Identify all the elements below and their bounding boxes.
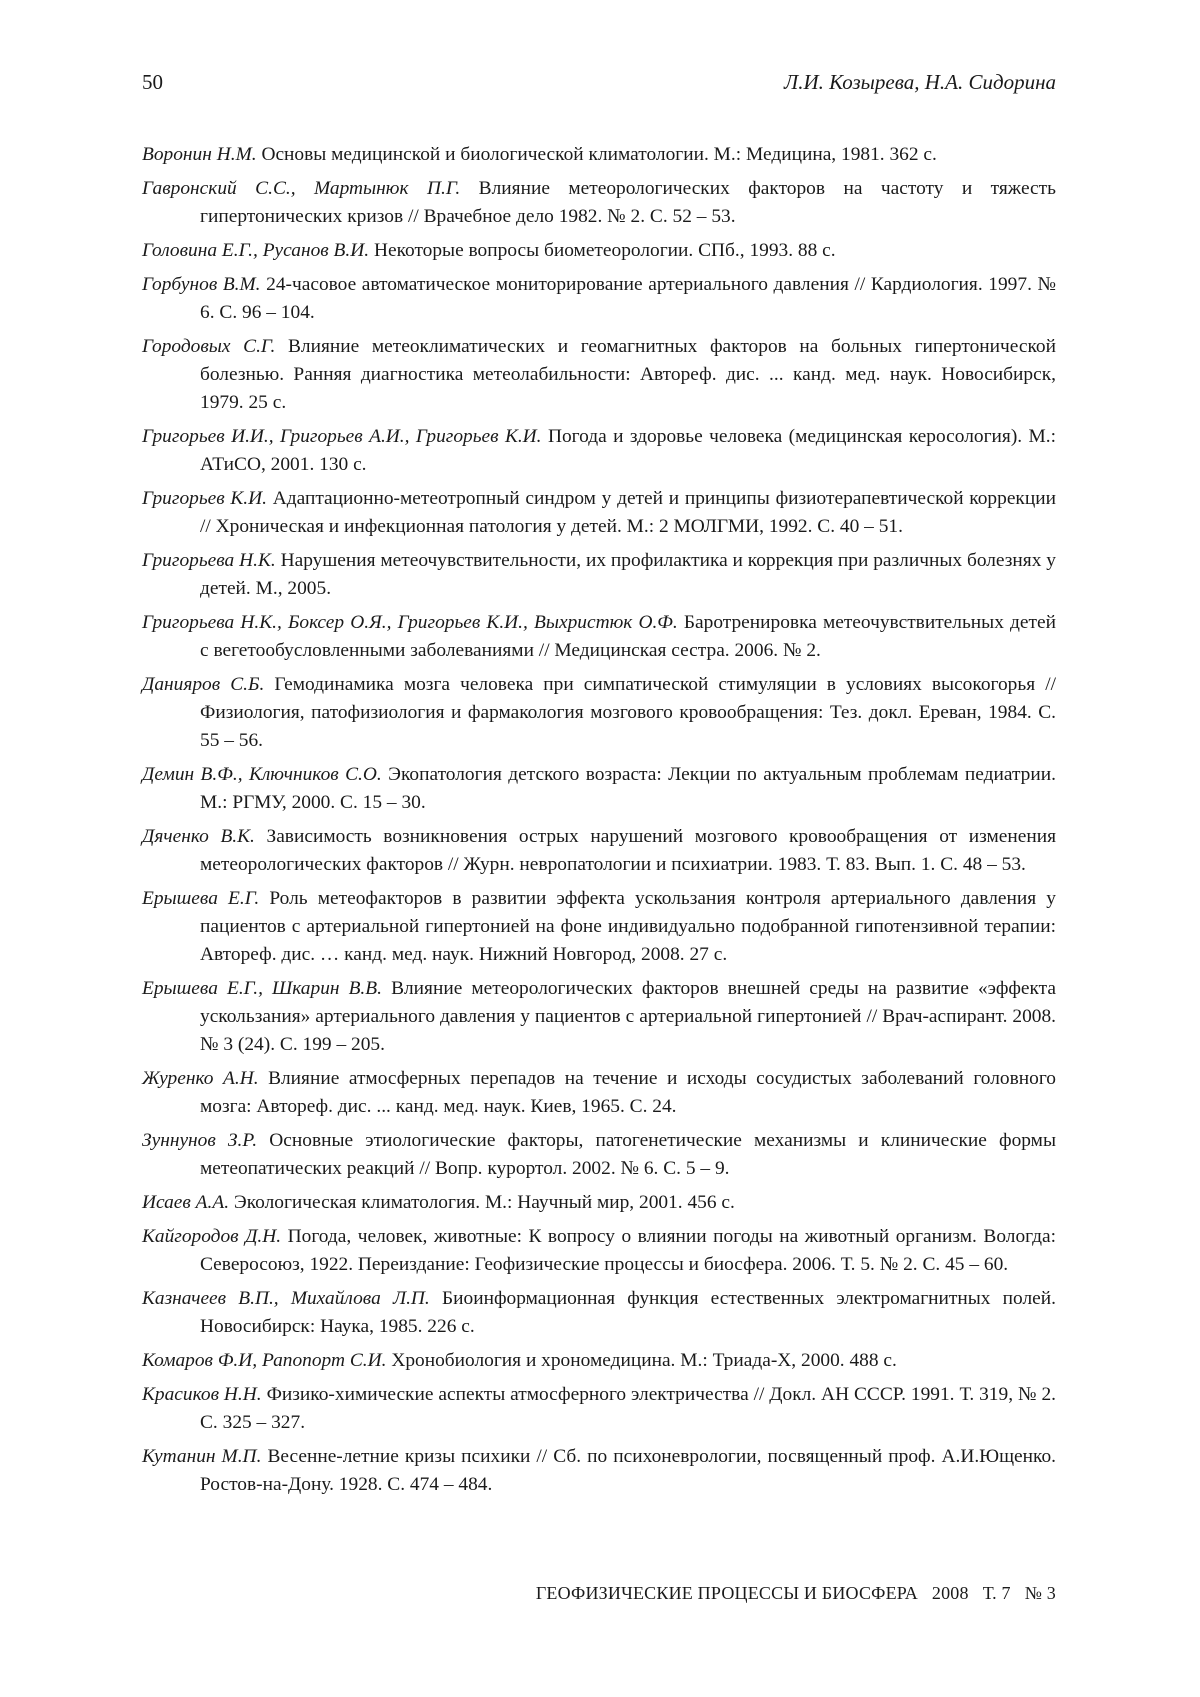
reference-entry	[142, 1285, 1056, 1341]
reference-entry	[142, 671, 1056, 755]
reference-entry	[142, 609, 1056, 665]
reference-text: Влияние метеорологических факторов на частоту и тяжесть гипертонических кризов // Врачебное дело 1982. № 2. С. 52 – 53.	[200, 178, 1056, 227]
reference-entry	[142, 547, 1056, 603]
reference-entry	[142, 1127, 1056, 1183]
footer-year: 2008	[931, 1583, 969, 1603]
reference-text: Зависимость возникновения острых нарушений мозгового кровообращения от изменения метеорологических факторов // Журн. невропатологии и психиатрии. 1983. Т. 83. Вып. 1. С. 48 – 53.	[200, 826, 1057, 875]
reference-text: Адаптационно-метеотропный синдром у детей и принципы физиотерапевтической коррекции // Хроническая и инфекционная патология у детей. М.: 2 МОЛГМИ, 1992. С. 40 – 51.	[200, 488, 1056, 537]
reference-authors: Городовых С.Г.	[142, 336, 276, 357]
reference-authors: Ерышева Е.Г., Шкарин В.В.	[142, 978, 382, 999]
reference-authors: Демин В.Ф., Ключников С.О.	[142, 764, 382, 785]
reference-entry	[142, 1443, 1056, 1499]
reference-authors: Кайгородов Д.Н.	[142, 1226, 282, 1247]
footer-volume: Т. 7	[982, 1583, 1011, 1603]
reference-entry	[142, 237, 1056, 265]
reference-text: 24-часовое автоматическое мониторирование артериального давления // Кардиология. 1997. № 6. С. 96 – 104.	[200, 274, 1056, 323]
reference-authors: Григорьев К.И.	[142, 488, 267, 509]
reference-entry	[142, 271, 1056, 327]
reference-authors: Воронин Н.М.	[142, 144, 257, 165]
reference-text: Хронобиология и хрономедицина. М.: Триада-Х, 2000. 488 с.	[391, 1350, 897, 1371]
reference-authors: Казначеев В.П., Михайлова Л.П.	[142, 1288, 430, 1309]
reference-text: Основные этиологические факторы, патогенетические механизмы и клинические формы метеопатических реакций // Вопр. курортол. 2002. № 6. С. 5 – 9.	[200, 1130, 1056, 1179]
reference-authors: Комаров Ф.И, Рапопорт С.И.	[142, 1350, 387, 1371]
reference-list	[142, 141, 1056, 1505]
reference-authors: Кутанин М.П.	[142, 1446, 262, 1467]
reference-authors: Данияров С.Б.	[142, 674, 265, 695]
reference-authors: Дяченко В.К.	[142, 826, 255, 847]
reference-authors: Григорьев И.И., Григорьев А.И., Григорьев К.И.	[142, 426, 542, 447]
reference-text: Экопатология детского возраста: Лекции по актуальным проблемам педиатрии. М.: РГМУ, 2000. С. 15 – 30.	[200, 764, 1056, 813]
running-head-authors: Л.И. Козырева, Н.А. Сидорина	[783, 70, 1056, 94]
reference-text: Погода, человек, животные: К вопросу о влиянии погоды на животный организм. Вологда: Северосоюз, 1922. Переиздание: Геофизические процессы и биосфера. 2006. Т. 5. № 2. С. 45 – 60.	[200, 1226, 1056, 1275]
reference-entry	[142, 333, 1056, 417]
reference-text: Влияние атмосферных перепадов на течение и исходы сосудистых заболеваний головного мозга: Автореф. дис. ... канд. мед. наук. Киев, 1965. С. 24.	[200, 1068, 1056, 1117]
page-number: 50	[142, 70, 163, 94]
reference-authors: Григорьева Н.К.	[142, 550, 276, 571]
reference-text: Основы медицинской и биологической климатологии. М.: Медицина, 1981. 362 с.	[261, 144, 937, 165]
reference-text: Экологическая климатология. М.: Научный мир, 2001. 456 с.	[233, 1192, 735, 1213]
reference-entry	[142, 823, 1056, 879]
reference-text: Физико-химические аспекты атмосферного электричества // Докл. АН СССР. 1991. Т. 319, № 2. С. 325 – 327.	[200, 1384, 1056, 1433]
footer-issue: № 3	[1024, 1583, 1056, 1603]
reference-text: Нарушения метеочувствительности, их профилактика и коррекция при различных болезнях у детей. М., 2005.	[200, 550, 1056, 599]
reference-entry	[142, 1381, 1056, 1437]
reference-entry	[142, 975, 1056, 1059]
reference-entry	[142, 485, 1056, 541]
reference-authors: Гавронский С.С., Мартынюк П.Г.	[142, 178, 461, 199]
reference-authors: Исаев А.А.	[142, 1192, 230, 1213]
reference-entry	[142, 1347, 1056, 1375]
journal-footer	[536, 1583, 1056, 1604]
reference-entry	[142, 423, 1056, 479]
reference-entry	[142, 175, 1056, 231]
reference-entry	[142, 885, 1056, 969]
reference-text: Весенне-летние кризы психики // Сб. по психоневрологии, посвященный проф. А.И.Ющенко. Ростов-на-Дону. 1928. С. 474 – 484.	[200, 1446, 1056, 1495]
reference-authors: Головина Е.Г., Русанов В.И.	[142, 240, 370, 261]
reference-authors: Ерышева Е.Г.	[142, 888, 260, 909]
reference-text: Роль метеофакторов в развитии эффекта ускользания контроля артериального давления у пациентов с артериальной гипертонией на фоне индивидуально подобранной гипотензивной терапии: Автореф. дис. … канд. мед. наук. Нижний Новгород, 2008. 27 с.	[200, 888, 1056, 965]
reference-entry	[142, 761, 1056, 817]
reference-text: Гемодинамика мозга человека при симпатической стимуляции в условиях высокогорья // Физиология, патофизиология и фармакология мозгового кровообращения: Тез. докл. Ереван, 1984. С. 55 – 56.	[200, 674, 1056, 751]
reference-entry	[142, 1189, 1056, 1217]
reference-authors: Зуннунов З.Р.	[142, 1130, 258, 1151]
reference-authors: Григорьева Н.К., Боксер О.Я., Григорьев К.И., Выхристюк О.Ф.	[142, 612, 678, 633]
reference-text: Влияние метеорологических факторов внешней среды на развитие «эффекта ускользания» артериального давления у пациентов с артериальной гипертонией // Врач-аспирант. 2008. № 3 (24). С. 199 – 205.	[200, 978, 1056, 1055]
page-header	[142, 70, 1056, 104]
reference-entry	[142, 1223, 1056, 1279]
reference-text: Баротренировка метеочувствительных детей с вегетообусловленными заболеваниями // Медицинская сестра. 2006. № 2.	[200, 612, 1056, 661]
reference-text: Влияние метеоклиматических и геомагнитных факторов на больных гипертонической болезнью. Ранняя диагностика метеолабильности: Автореф. дис. ... канд. мед. наук. Новосибирск, 1979. 25 с.	[200, 336, 1056, 413]
reference-text: Некоторые вопросы биометеорологии. СПб., 1993. 88 с.	[373, 240, 836, 261]
reference-text: Биоинформационная функция естественных электромагнитных полей. Новосибирск: Наука, 1985. 226 с.	[200, 1288, 1056, 1337]
reference-entry	[142, 141, 1056, 169]
reference-text: Погода и здоровье человека (медицинская керосология). М.: АТиСО, 2001. 130 с.	[200, 426, 1056, 475]
reference-authors: Горбунов В.М.	[142, 274, 261, 295]
reference-entry	[142, 1065, 1056, 1121]
footer-journal-title: ГЕОФИЗИЧЕСКИЕ ПРОЦЕССЫ И БИОСФЕРА	[535, 1583, 918, 1603]
reference-authors: Красиков Н.Н.	[142, 1384, 262, 1405]
reference-authors: Журенко А.Н.	[142, 1068, 259, 1089]
